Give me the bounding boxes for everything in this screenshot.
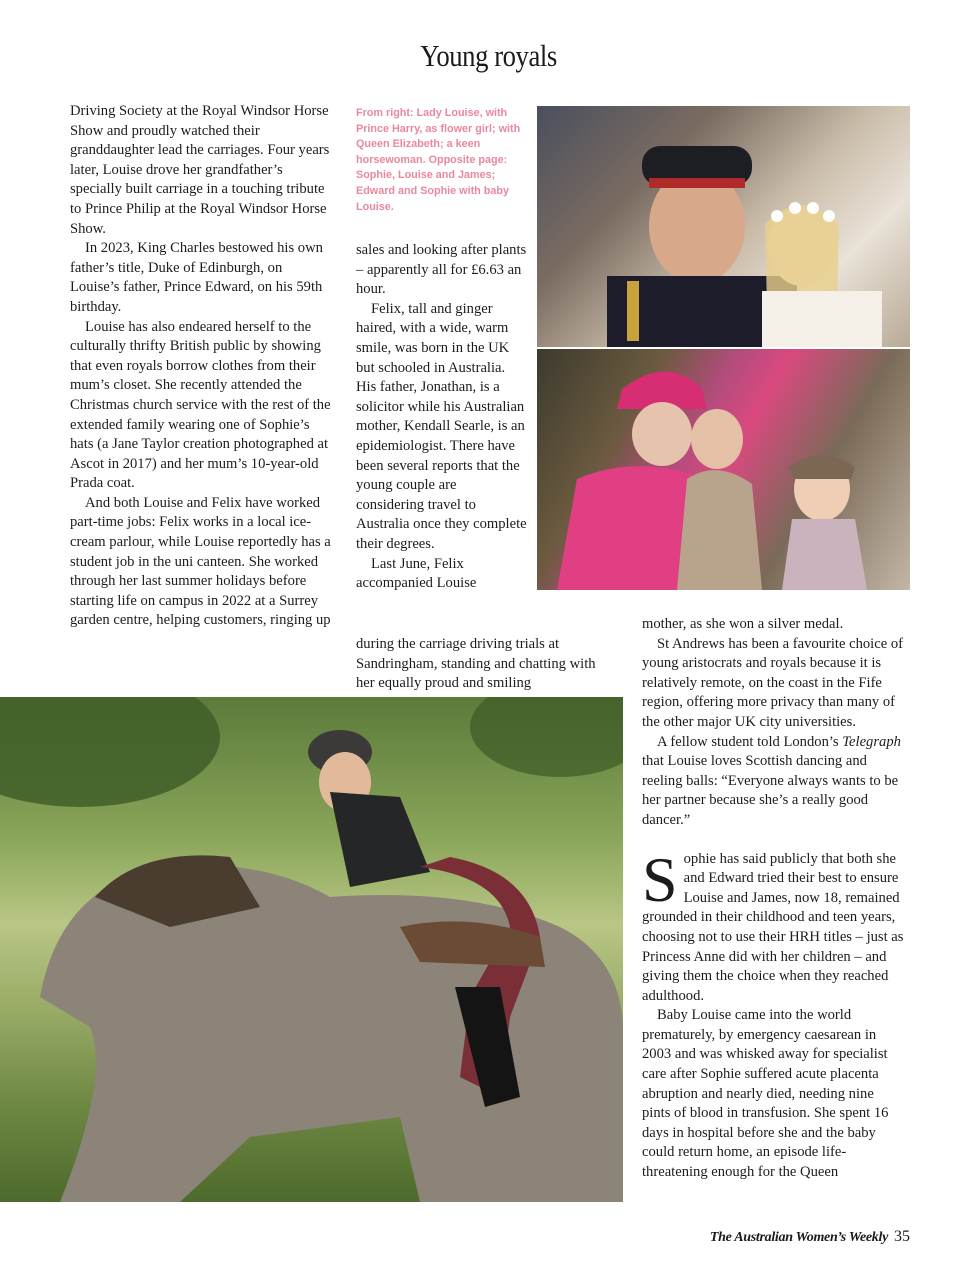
article-column-2 <box>356 241 528 594</box>
photo-caption: From right: Lady Louise, with Prince Harry, as flower girl; with Queen Elizabeth; a keen horsewoman. Opposite page: Sophie, Louise and James; Edward and Sophie with baby Louise. <box>356 107 521 213</box>
paragraph-with-dropcap <box>642 843 905 1007</box>
paragraph: In 2023, King Charles bestowed his own father’s title, Duke of Edinburgh, on Louise’s father, Prince Edward, on his 59th birthday. <box>70 240 323 315</box>
photo-queen-illustration <box>537 349 910 590</box>
paragraph: And both Louise and Felix have worked part-time jobs: Felix works in a local ice-cream parlour, while Louise reportedly has a student job in the uni canteen. She worked through her last summer holidays before starting life on campus in 2022 at a Surrey garden centre, helping customers, ringing up <box>70 494 331 629</box>
paragraph: St Andrews has been a favourite choice of young aristocrats and royals because it is relatively remote, on the coast in the Fife region, offering more privacy than many of the other major UK city universities. <box>642 635 903 730</box>
text-run: A fellow student told London’s <box>657 733 843 750</box>
photo-queen-elizabeth-louise <box>537 349 910 590</box>
page-number: 35 <box>894 1228 910 1245</box>
publication-name: Telegraph <box>842 733 901 750</box>
paragraph: during the carriage driving trials at Sandringham, standing and chatting with her equally proud and smiling <box>356 636 596 692</box>
paragraph: sales and looking after plants – apparently all for £6.63 an hour. <box>356 242 527 298</box>
paragraph: Felix, tall and ginger haired, with a wide, warm smile, was born in the UK but schooled in Australia. His father, Jonathan, is a solicitor while his Australian mother, Kendall Searle, is an epidemiologist. There have been several reports that the young couple are considering travel to Australia once they complete their degrees. <box>356 300 527 552</box>
article-column-3 <box>642 615 905 1183</box>
photo-harry-illustration <box>537 106 910 347</box>
magazine-name: The Australian Women’s Weekly <box>709 1230 888 1245</box>
drop-cap: S <box>642 843 678 915</box>
paragraph: Baby Louise came into the world prematurely, by emergency caesarean in 2003 and was whisked away for specialist care after Sophie suffered acute placenta abruption and nearly died, needing nine pints of blood in transfusion. She spent 16 days in hospital before she and the baby could return home, an episode life-threatening enough for the Queen <box>642 1007 889 1181</box>
paragraph: Louise has also endeared herself to the culturally thrifty British public by showing that even royals borrow clothes from their mum’s closet. She recently attended the Christmas church service with the rest of the extended family wearing one of Sophie’s hats (a Jane Taylor creation photographed at Ascot in 2017) and her mum’s 10-year-old Prada coat. <box>70 318 331 492</box>
paragraph: Last June, Felix accompanied Louise <box>356 555 477 592</box>
article-column-2-continued <box>356 635 616 694</box>
paragraph: mother, as she won a silver medal. <box>642 616 844 632</box>
photo-prince-harry-flower-girl <box>537 106 910 347</box>
text-run: that Louise loves Scottish dancing and reeling balls: “Everyone always wants to be her partner because she’s a really good dancer.” <box>642 753 899 828</box>
paragraph: Driving Society at the Royal Windsor Horse Show and proudly watched their granddaughter lead the carriages. Four years later, Louise drove her grandfather’s specially built carriage in a touching tribute to Prince Philip at the Royal Windsor Horse Show. <box>70 103 330 237</box>
article-column-1 <box>70 102 332 631</box>
photo-horse-illustration <box>0 697 623 1202</box>
paragraph <box>642 733 905 831</box>
page-footer <box>710 1228 910 1246</box>
text-run: ophie has said publicly that both she and Edward tried their best to ensure Louise and James, now 18, remained grounded in their childhood and teen years, choosing not to use their HRH titles – just as Princess Anne did with her children – and giving them the choice when they reached adulthood. <box>642 850 904 1004</box>
photo-louise-horse-riding <box>0 697 623 1202</box>
section-title: Young royals <box>420 38 557 73</box>
